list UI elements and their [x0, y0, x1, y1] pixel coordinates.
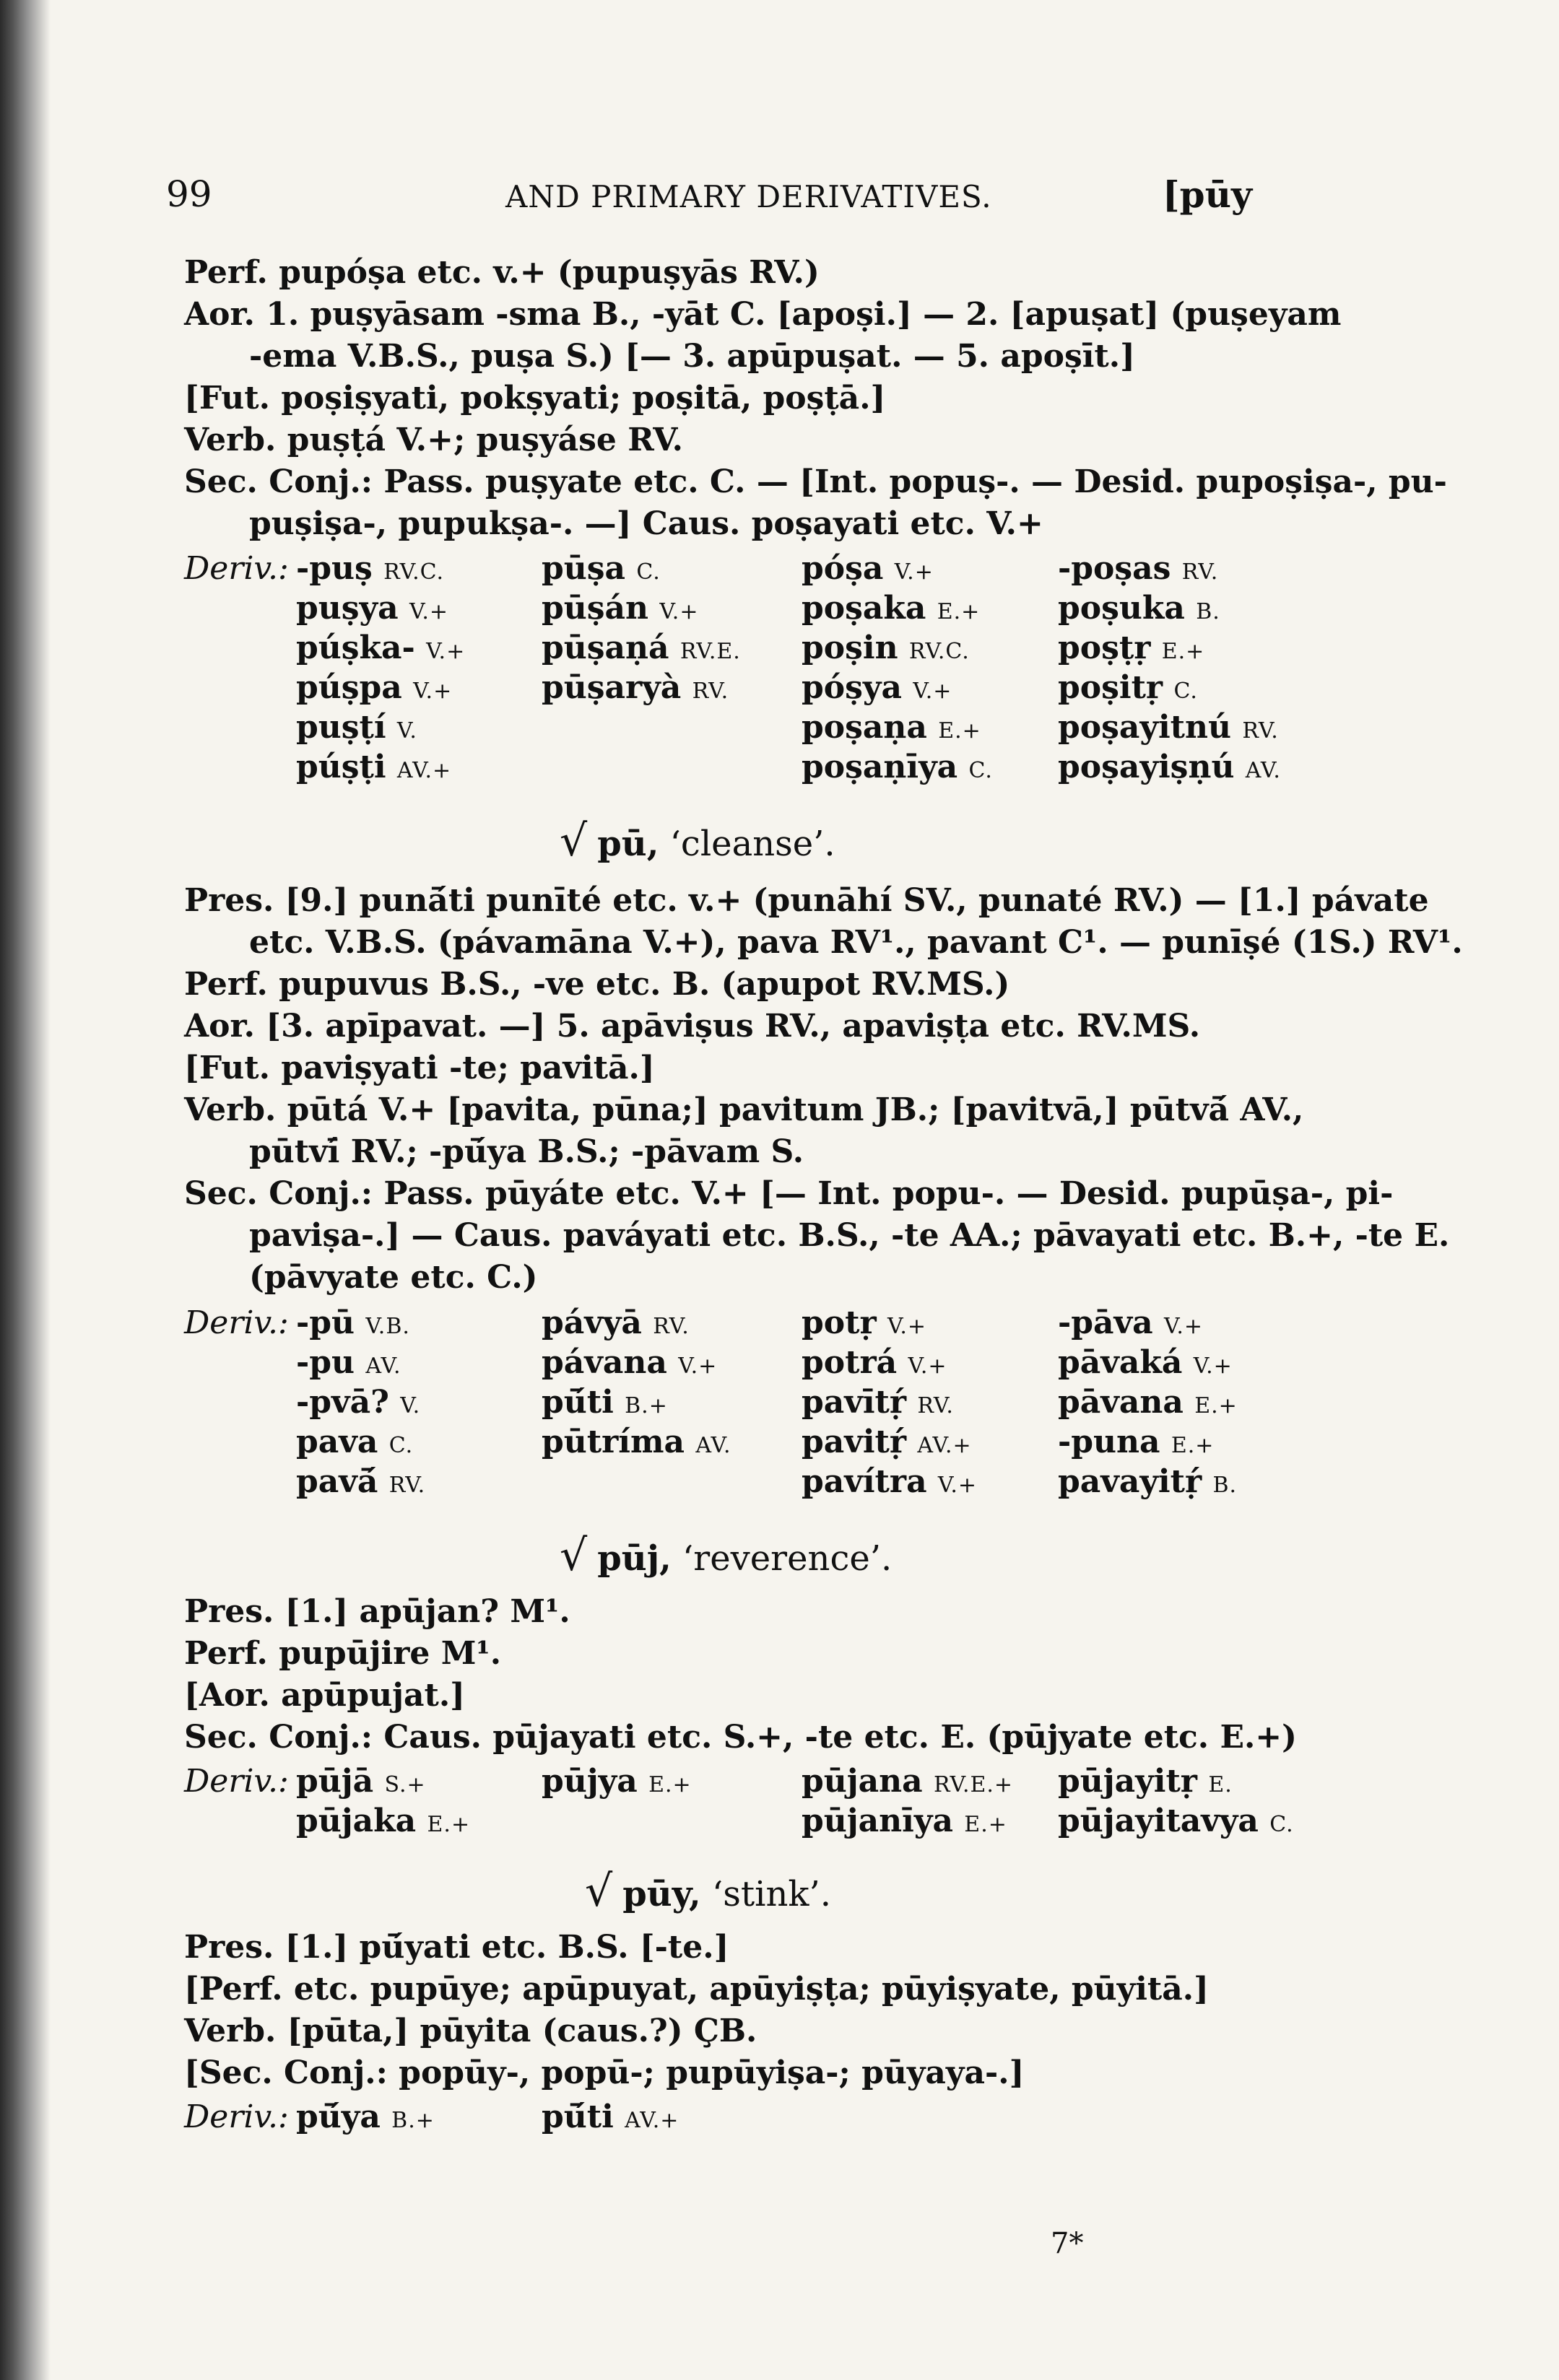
root-heading-puj: √ pūj, ‘reverence’. — [560, 1530, 893, 1581]
deriv-word: pūtríma AV. — [542, 1424, 731, 1460]
entry-line: Aor. [3. apīpavat. —] 5. apāviṣus RV., apaviṣṭa etc. RV.MS. — [184, 1008, 1201, 1045]
deriv-word: pūṣaṇá RV.E. — [542, 629, 741, 666]
deriv-label: Deriv.: — [184, 550, 289, 587]
deriv-word: -pu AV. — [296, 1344, 401, 1381]
entry-line: Perf. pupuvus B.S., -ve etc. B. (apupot RV.MS.) — [184, 966, 1010, 1003]
entry-line: Sec. Conj.: Caus. pūjayati etc. S.+, -te etc. E. (pūjyate etc. E.+) — [184, 1719, 1297, 1756]
entry-line: Verb. puṣṭá V.+; puṣyáse RV. — [184, 422, 684, 458]
deriv-word: pū́ya B.+ — [296, 2098, 435, 2135]
root-heading-puy: √ pūy, ‘stink’. — [585, 1866, 832, 1917]
deriv-word: póṣa V.+ — [802, 550, 934, 587]
deriv-word: púṣṭi AV.+ — [296, 749, 452, 785]
deriv-word: poṣitṛ C. — [1058, 669, 1198, 706]
deriv-word: pávana V.+ — [542, 1344, 718, 1381]
deriv-word: pūjā S.+ — [296, 1763, 426, 1800]
entry-line: pūtvī́ RV.; -pū́ya B.S.; -pāvam S. — [249, 1133, 804, 1170]
entry-line: Sec. Conj.: Pass. puṣyate etc. C. — [Int. popuṣ-. — Desid. pupoṣiṣa-, pu- — [184, 463, 1447, 500]
deriv-word: pūjayitṛ E. — [1058, 1763, 1233, 1800]
deriv-word: pūṣa C. — [542, 550, 661, 587]
radical-sign: √ — [560, 816, 588, 866]
deriv-word: puṣya V.+ — [296, 590, 449, 627]
entry-line: Perf. pupóṣa etc. v.+ (pupuṣyās RV.) — [184, 254, 820, 291]
deriv-label: Deriv.: — [184, 1763, 289, 1800]
deriv-word: potṛ V.+ — [802, 1304, 927, 1341]
entry-line: [Perf. etc. pupūye; apūpuyat, apūyiṣṭa; pūyiṣyate, pūyitā.] — [184, 1971, 1209, 2008]
deriv-word: -poṣas RV. — [1058, 550, 1219, 587]
root-heading-pu: √ pū, ‘cleanse’. — [560, 816, 835, 866]
entry-line: [Fut. paviṣyati -te; pavitā.] — [184, 1050, 655, 1086]
radical-sign: √ — [560, 1530, 588, 1581]
deriv-word: pūṣán V.+ — [542, 590, 699, 627]
deriv-word: poṣin RV.C. — [802, 629, 970, 666]
deriv-word: pūjaka E.+ — [296, 1803, 471, 1839]
entry-line: -ema V.B.S., puṣa S.) [— 3. apūpuṣat. — 5. apoṣīt.] — [249, 338, 1135, 375]
deriv-word: poṣayiṣṇú AV. — [1058, 749, 1281, 785]
entry-line: Verb. pūtá V.+ [pavita, pūna;] pavitum JB.; [pavitvā,] pūtvā́ AV., — [184, 1091, 1304, 1128]
radical-sign: √ — [585, 1866, 613, 1917]
deriv-word: pava C. — [296, 1424, 414, 1460]
entry-line: [Sec. Conj.: popūy-, popū-; pupūyiṣa-; pūyaya-.] — [184, 2054, 1025, 2091]
deriv-word: -puṣ RV.C. — [296, 550, 445, 587]
deriv-word: pūjayitavya C. — [1058, 1803, 1294, 1839]
deriv-word: -pvā? V. — [296, 1384, 421, 1421]
entry-line: Aor. 1. puṣyāsam -sma B., -yāt C. [apoṣi.] — 2. [apuṣat] (puṣeyam — [184, 296, 1342, 333]
deriv-word: pavayitṛ́ B. — [1058, 1463, 1238, 1500]
entry-line: Perf. pupūjire M¹. — [184, 1635, 502, 1672]
deriv-word: pūjanīya E.+ — [802, 1803, 1007, 1839]
deriv-word: poṣṭṛ E.+ — [1058, 629, 1205, 666]
deriv-word: poṣaṇa E.+ — [802, 709, 981, 746]
deriv-word: pū́ti B.+ — [542, 1384, 668, 1421]
running-title: AND PRIMARY DERIVATIVES. — [505, 179, 992, 214]
signature-mark: 7* — [1051, 2227, 1084, 2260]
entry-line: Pres. [1.] pū́yati etc. B.S. [-te.] — [184, 1929, 729, 1966]
deriv-word: pávyā RV. — [542, 1304, 690, 1341]
deriv-word: pū́ti AV.+ — [542, 2098, 679, 2135]
deriv-word: pavítra V.+ — [802, 1463, 977, 1500]
deriv-word: potrá V.+ — [802, 1344, 947, 1381]
entry-line: (pāvyate etc. C.) — [249, 1259, 538, 1296]
entry-line: Pres. [1.] apūjan? M¹. — [184, 1593, 570, 1630]
entry-line: paviṣa-.] — Caus. paváyati etc. B.S., -te AA.; pāvayati etc. B.+, -te E. — [249, 1217, 1450, 1254]
deriv-word: pāvana E.+ — [1058, 1384, 1238, 1421]
deriv-word: pāvaká V.+ — [1058, 1344, 1233, 1381]
deriv-word: púṣpa V.+ — [296, 669, 453, 706]
entry-line: Sec. Conj.: Pass. pūyáte etc. V.+ [— Int. popu-. — Desid. pupūṣa-, pi- — [184, 1175, 1394, 1212]
deriv-word: pavā́ RV. — [296, 1463, 426, 1500]
entry-line: Pres. [9.] punā́ti punīté etc. v.+ (punāhí SV., punaté RV.) — [1.] pávate — [184, 882, 1429, 919]
deriv-label: Deriv.: — [184, 2098, 289, 2135]
catchword: [pūy — [1163, 173, 1253, 216]
deriv-word: poṣayitnú RV. — [1058, 709, 1279, 746]
deriv-word: -puna E.+ — [1058, 1424, 1215, 1460]
deriv-word: -pāva V.+ — [1058, 1304, 1204, 1341]
entry-line: [Aor. apūpujat.] — [184, 1677, 465, 1714]
deriv-label: Deriv.: — [184, 1304, 289, 1341]
deriv-word: póṣya V.+ — [802, 669, 952, 706]
entry-line: etc. V.B.S. (pávamāna V.+), pava RV¹., pavant C¹. — punīṣé (1S.) RV¹. — [249, 924, 1463, 961]
deriv-word: pūṣaryà RV. — [542, 669, 729, 706]
deriv-word: -pū V.B. — [296, 1304, 410, 1341]
deriv-word: poṣuka B. — [1058, 590, 1220, 627]
page-number: 99 — [166, 173, 212, 215]
entry-line: [Fut. poṣiṣyati, pokṣyati; poṣitā, poṣṭā.] — [184, 380, 886, 417]
deriv-word: poṣaṇīya C. — [802, 749, 993, 785]
deriv-word: pūjya E.+ — [542, 1763, 692, 1800]
deriv-word: pūjana RV.E.+ — [802, 1763, 1014, 1800]
deriv-word: poṣaka E.+ — [802, 590, 981, 627]
deriv-word: puṣṭí V. — [296, 709, 417, 746]
entry-line: Verb. [pūta,] pūyita (caus.?) ÇB. — [184, 2013, 757, 2049]
deriv-word: pavītṛ́ RV. — [802, 1384, 954, 1421]
deriv-word: púṣka- V.+ — [296, 629, 466, 666]
deriv-word: pavitṛ́ AV.+ — [802, 1424, 972, 1460]
entry-line: puṣiṣa-, pupukṣa-. —] Caus. poṣayati etc. V.+ — [249, 505, 1043, 542]
